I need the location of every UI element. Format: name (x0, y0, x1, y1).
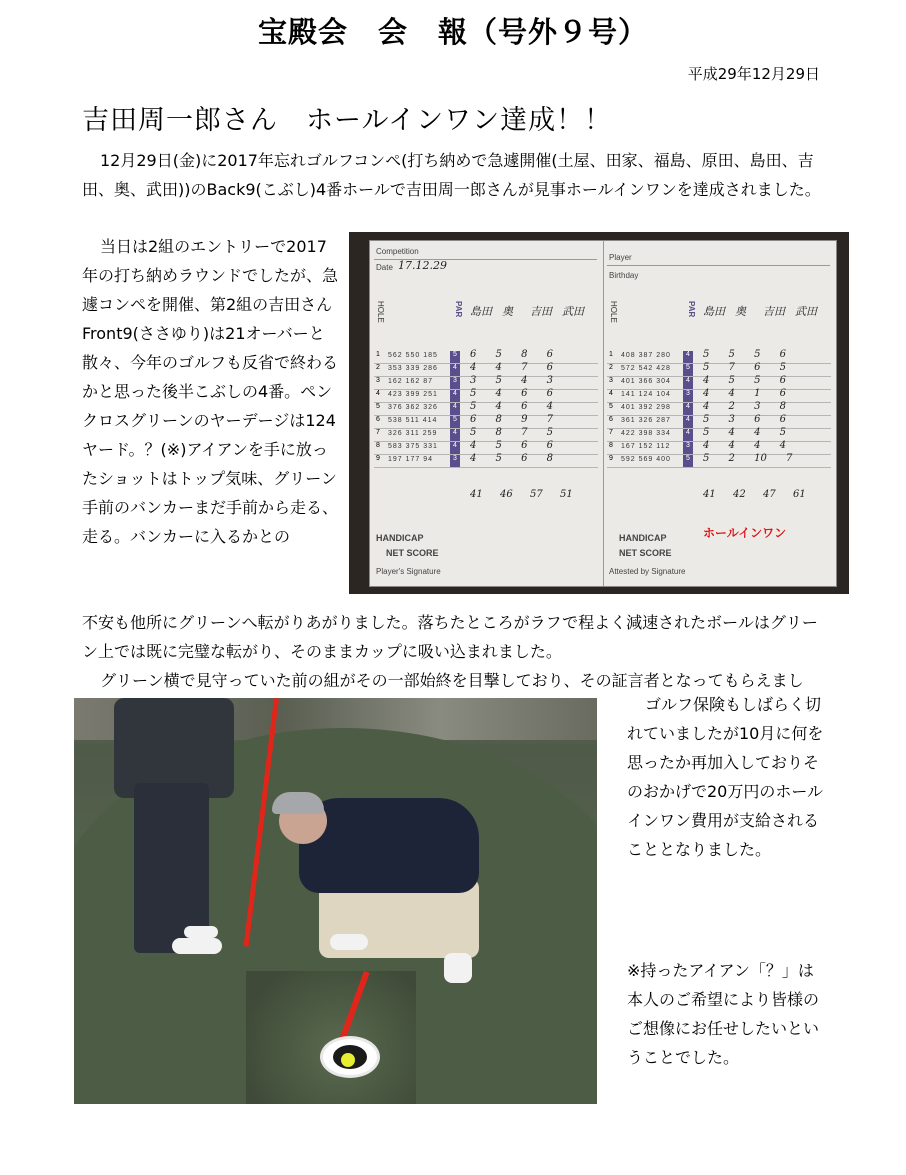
hole-number: 1 (376, 351, 380, 358)
player-name-1: 島田 (470, 305, 492, 318)
scorecard-row (607, 455, 831, 468)
hole-par: 3 (450, 377, 460, 389)
page-title: 宝殿会 会 報（号外９号） (257, 15, 648, 49)
hole-par: 5 (683, 455, 693, 467)
hole-yardage: 592 569 400 (621, 456, 671, 463)
hole-number: 7 (609, 429, 613, 436)
hole-number: 4 (376, 390, 380, 397)
hole-number: 2 (609, 364, 613, 371)
front-total-4: 51 (560, 489, 573, 500)
paragraph-note: ※持ったアイアン「？」は本人のご希望により皆様のご想像にお任せしたいということでした。 (627, 961, 820, 1067)
competition-label: Competition (376, 247, 419, 256)
scorecard-photo (349, 232, 849, 594)
headline: 吉田周一郎さん ホールインワン達成！！ (82, 105, 613, 136)
hole-number: 5 (376, 403, 380, 410)
back-total-4: 61 (793, 489, 806, 500)
hole-par: 4 (683, 377, 693, 389)
player-name-4: 武田 (795, 305, 817, 318)
handicap-label: HANDICAP (376, 533, 424, 543)
scorecard-back (603, 241, 836, 586)
paragraph-insurance-text: ゴルフ保険もしばらく切れていましたが10月に何を思ったか再加入しておりそのおかげで20万円のホールインワン費用が支給されることとなりました。 (627, 695, 824, 859)
photo-person-crouching (299, 798, 479, 893)
photo-cup-inset (246, 971, 416, 1104)
back-total-1: 41 (703, 489, 716, 500)
back-total-3: 47 (763, 489, 776, 500)
hole-yardage: 401 392 298 (621, 404, 671, 411)
hole-scores: 5 2 10 7 (703, 453, 793, 464)
hole-number: 3 (376, 377, 380, 384)
hole-par: 4 (683, 416, 693, 428)
paragraph-insurance (627, 690, 827, 864)
front-total-2: 46 (500, 489, 513, 500)
hole-scores: 4 2 3 8 (703, 401, 786, 412)
paragraph-witness-text: グリーン横で見守っていた前の組がその一部始終を目撃しており、その証言者となってもらえまし (100, 671, 804, 690)
hole-yardage: 538 511 414 (388, 417, 438, 424)
photo-golf-ball (341, 1053, 355, 1067)
hole-number: 2 (376, 364, 380, 371)
hole-par: 5 (683, 364, 693, 376)
hole-label: HOLE (609, 301, 618, 323)
hole-number: 8 (376, 442, 380, 449)
hole-number: 8 (609, 442, 613, 449)
hole-scores: 6 8 9 7 (470, 414, 553, 425)
hole-scores: 5 4 4 5 (703, 427, 786, 438)
hole-yardage: 401 366 304 (621, 378, 671, 385)
player-name-3: 吉田 (763, 305, 785, 318)
net-score-label: NET SCORE (386, 548, 439, 558)
hole-scores: 4 4 4 4 (703, 440, 786, 451)
net-score-label: NET SCORE (619, 548, 672, 558)
hole-scores: 4 4 7 6 (470, 362, 553, 373)
player-name-2: 奥 (735, 305, 746, 318)
hole-yardage: 353 339 286 (388, 365, 438, 372)
player-name-2: 奥 (502, 305, 513, 318)
hole-par: 4 (450, 364, 460, 376)
par-label: PAR (687, 301, 696, 318)
hole-par: 5 (450, 351, 460, 363)
players-signature-label: Player's Signature (376, 567, 441, 576)
hole-scores: 4 5 6 8 (470, 453, 553, 464)
hole-yardage: 162 162 87 (388, 378, 434, 385)
hole-scores: 5 3 6 6 (703, 414, 786, 425)
scorecard-row (374, 455, 598, 468)
date-value: 17.12.29 (398, 259, 447, 272)
hole-par: 4 (683, 351, 693, 363)
hole-par: 3 (450, 455, 460, 467)
hole-par: 4 (683, 403, 693, 415)
player-name-1: 島田 (703, 305, 725, 318)
date-label: Date (376, 263, 393, 272)
hole-yardage: 583 375 331 (388, 443, 438, 450)
paragraph-intro-text: 12月29日(金)に2017年忘れゴルフコンペ(打ち納めで急遽開催(土屋、田家、福島、原田、島田、吉田、奥、武田))のBack9(こぶし)4番ホールで吉田周一郎さんが見事ホールインワンを達成されました。 (82, 151, 821, 199)
hole-par: 5 (450, 416, 460, 428)
paragraph-intro (82, 146, 827, 204)
hole-yardage: 408 387 280 (621, 352, 671, 359)
back-total-2: 42 (733, 489, 746, 500)
hole-yardage: 326 311 259 (388, 430, 438, 437)
hole-par: 4 (450, 442, 460, 454)
hole-scores: 5 4 6 4 (470, 401, 553, 412)
hole-number: 7 (376, 429, 380, 436)
handicap-label: HANDICAP (619, 533, 667, 543)
paragraph-round (82, 232, 340, 551)
par-label: PAR (454, 301, 463, 318)
front-total-1: 41 (470, 489, 483, 500)
hole-scores: 5 8 7 5 (470, 427, 553, 438)
hole-in-one-photo (74, 698, 597, 1104)
paragraph-round-text: 当日は2組のエントリーで2017年の打ち納めラウンドでしたが、急遽コンペを開催、第2組の吉田さんFront9(ささゆり)は21オーバーと散々、今年のゴルフも反省で終わるかと思った後半こぶしの4番。ペンクロスグリーンのヤーデージは124ヤード。？(※)アイアンを手に放ったショットはトップ気味、グリーン手前のバンカーまだ手前から走る、走る。バンカーに入るかとの (82, 237, 339, 546)
hole-par: 4 (450, 390, 460, 402)
front-total-3: 57 (530, 489, 543, 500)
photo-cup (320, 1036, 380, 1078)
divider (607, 265, 830, 266)
hole-number: 9 (609, 455, 613, 462)
scorecard (369, 240, 837, 587)
player-name-3: 吉田 (530, 305, 552, 318)
hole-in-one-stamp: ホールインワン (703, 526, 787, 540)
hole-number: 1 (609, 351, 613, 358)
hole-number: 5 (609, 403, 613, 410)
hole-par: 3 (683, 390, 693, 402)
hole-par: 3 (683, 442, 693, 454)
hole-number: 6 (609, 416, 613, 423)
hole-scores: 5 7 6 5 (703, 362, 786, 373)
hole-yardage: 423 399 251 (388, 391, 438, 398)
hole-par: 4 (450, 403, 460, 415)
hole-par: 4 (683, 429, 693, 441)
photo-shoe (330, 934, 368, 950)
hole-yardage: 197 177 94 (388, 456, 434, 463)
hole-yardage: 361 326 287 (621, 417, 671, 424)
front-nine-grid (374, 351, 598, 468)
photo-shoe (172, 938, 222, 954)
photo-shoe (444, 953, 472, 983)
back-nine-grid (607, 351, 831, 468)
attested-label: Attested by Signature (609, 567, 686, 576)
hole-yardage: 141 124 104 (621, 391, 671, 398)
photo-cup-hole (333, 1045, 367, 1069)
hole-number: 9 (376, 455, 380, 462)
hole-number: 6 (376, 416, 380, 423)
hole-yardage: 572 542 428 (621, 365, 671, 372)
photo-cap (272, 792, 324, 814)
hole-yardage: 376 362 326 (388, 404, 438, 411)
hole-number: 3 (609, 377, 613, 384)
paragraph-green: 不安も他所にグリーンへ転がりあがりました。落ちたところがラフで程よく減速されたボールはグリーン上では既に完璧な転がり、そのままカップに吸い込まれました。 (82, 613, 818, 661)
photo-shoe (184, 926, 218, 938)
hole-scores: 5 4 6 6 (470, 388, 553, 399)
player-name-4: 武田 (562, 305, 584, 318)
hole-scores: 6 5 8 6 (470, 349, 553, 360)
hole-scores: 4 5 6 6 (470, 440, 553, 451)
hole-par: 4 (450, 429, 460, 441)
hole-yardage: 422 398 334 (621, 430, 671, 437)
hole-scores: 4 5 5 6 (703, 375, 786, 386)
hole-scores: 4 4 1 6 (703, 388, 786, 399)
hole-yardage: 562 550 185 (388, 352, 438, 359)
scorecard-front (370, 241, 604, 586)
hole-scores: 3 5 4 3 (470, 375, 553, 386)
player-label: Player (609, 253, 632, 262)
issue-date: 平成29年12月29日 (687, 65, 820, 83)
hole-scores: 5 5 5 6 (703, 349, 786, 360)
hole-number: 4 (609, 390, 613, 397)
hole-yardage: 167 152 112 (621, 443, 671, 450)
birthday-label: Birthday (609, 271, 639, 280)
hole-label: HOLE (376, 301, 385, 323)
